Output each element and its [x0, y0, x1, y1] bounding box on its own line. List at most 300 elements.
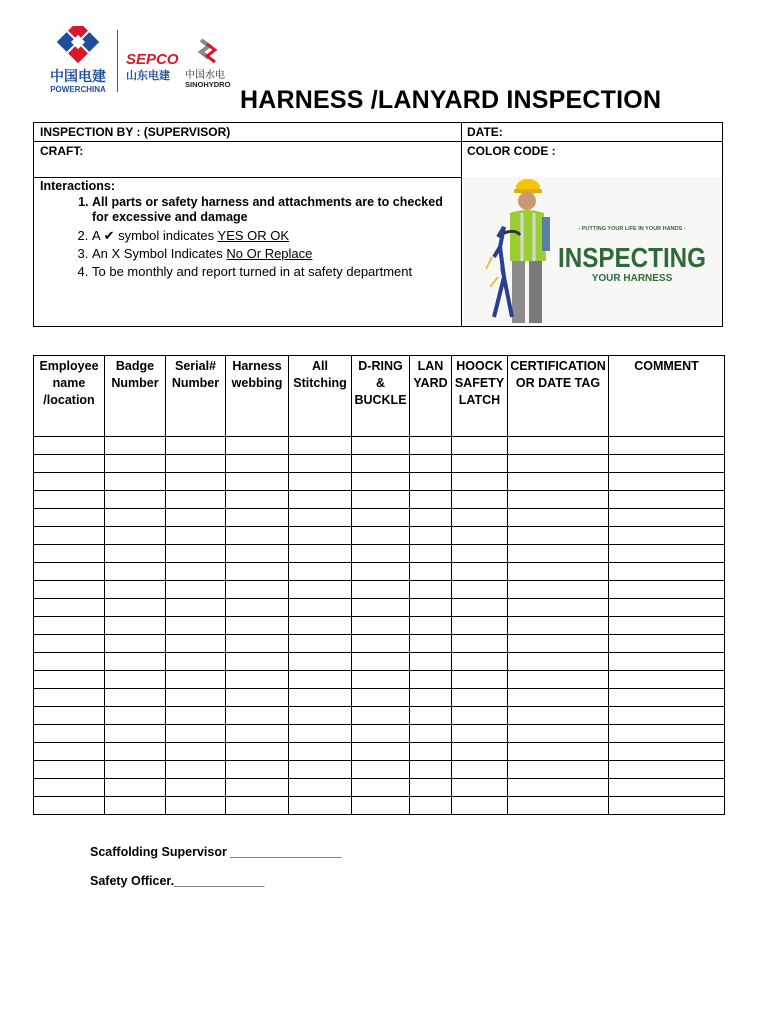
table-cell-serial-number[interactable] [166, 671, 226, 689]
table-cell-badge-number[interactable] [105, 473, 166, 491]
table-row [34, 707, 725, 725]
table-row [34, 761, 725, 779]
instruction-item [92, 228, 455, 243]
table-cell-comment[interactable] [609, 779, 725, 797]
table-cell-all-stitching[interactable] [289, 599, 352, 617]
table-cell-employee-name[interactable] [34, 509, 105, 527]
table-cell-hook-safety-latch[interactable] [452, 689, 508, 707]
logo-divider [117, 30, 118, 92]
table-cell-comment[interactable] [609, 635, 725, 653]
table-cell-hook-safety-latch[interactable] [452, 563, 508, 581]
table-cell-certification-date-tag[interactable] [508, 761, 609, 779]
table-cell-badge-number[interactable] [105, 437, 166, 455]
table-cell-hook-safety-latch[interactable] [452, 653, 508, 671]
table-cell-badge-number[interactable] [105, 707, 166, 725]
table-cell-lanyard[interactable] [410, 653, 452, 671]
table-cell-d-ring-buckle[interactable] [352, 491, 410, 509]
table-cell-all-stitching[interactable] [289, 743, 352, 761]
table-cell-all-stitching[interactable] [289, 653, 352, 671]
instruction-text: To be monthly and report turned in at safety department [92, 264, 413, 279]
table-cell-d-ring-buckle[interactable] [352, 617, 410, 635]
table-row [34, 527, 725, 545]
table-cell-harness-webbing[interactable] [226, 563, 289, 581]
table-cell-serial-number[interactable] [166, 797, 226, 815]
table-cell-harness-webbing[interactable] [226, 743, 289, 761]
table-cell-d-ring-buckle[interactable] [352, 797, 410, 815]
table-cell-d-ring-buckle[interactable] [352, 473, 410, 491]
table-cell-hook-safety-latch[interactable] [452, 455, 508, 473]
table-cell-all-stitching[interactable] [289, 671, 352, 689]
table-row [34, 797, 725, 815]
table-cell-certification-date-tag[interactable] [508, 635, 609, 653]
instruction-item [92, 264, 455, 279]
table-cell-harness-webbing[interactable] [226, 707, 289, 725]
table-cell-employee-name[interactable] [34, 545, 105, 563]
table-cell-lanyard[interactable] [410, 689, 452, 707]
table-cell-comment[interactable] [609, 455, 725, 473]
table-cell-d-ring-buckle[interactable] [352, 689, 410, 707]
column-header-text: OR DATE TAG [515, 376, 601, 390]
table-cell-hook-safety-latch[interactable] [452, 779, 508, 797]
column-header-text: D-RING [358, 359, 403, 373]
craft-label: CRAFT: [40, 144, 84, 158]
table-cell-employee-name[interactable] [34, 689, 105, 707]
table-cell-all-stitching[interactable] [289, 581, 352, 599]
table-cell-all-stitching[interactable] [289, 491, 352, 509]
table-cell-harness-webbing[interactable] [226, 491, 289, 509]
table-cell-badge-number[interactable] [105, 671, 166, 689]
column-header-text: HOOCK [456, 359, 503, 373]
table-cell-d-ring-buckle[interactable] [352, 563, 410, 581]
table-cell-hook-safety-latch[interactable] [452, 707, 508, 725]
instructions-block [40, 179, 455, 282]
table-cell-certification-date-tag[interactable] [508, 779, 609, 797]
table-cell-lanyard[interactable] [410, 797, 452, 815]
table-row [34, 491, 725, 509]
table-cell-comment[interactable] [609, 617, 725, 635]
table-cell-employee-name[interactable] [34, 635, 105, 653]
table-cell-lanyard[interactable] [410, 563, 452, 581]
table-row [34, 581, 725, 599]
table-cell-certification-date-tag[interactable] [508, 689, 609, 707]
instruction-text: A ✔ symbol indicates [92, 228, 218, 243]
table-cell-hook-safety-latch[interactable] [452, 599, 508, 617]
table-cell-hook-safety-latch[interactable] [452, 635, 508, 653]
table-cell-serial-number[interactable] [166, 581, 226, 599]
table-cell-badge-number[interactable] [105, 545, 166, 563]
table-cell-all-stitching[interactable] [289, 437, 352, 455]
column-header-text: /location [43, 393, 95, 407]
column-header-text: All [312, 359, 328, 373]
table-row [34, 563, 725, 581]
table-cell-badge-number[interactable] [105, 491, 166, 509]
table-cell-serial-number[interactable] [166, 725, 226, 743]
table-cell-comment[interactable] [609, 527, 725, 545]
column-header-certification-date-tag [508, 356, 609, 437]
table-cell-hook-safety-latch[interactable] [452, 437, 508, 455]
form-divider [34, 177, 462, 178]
column-header-hook-safety-latch [452, 356, 508, 437]
column-header-text: COMMENT [634, 359, 699, 373]
table-cell-badge-number[interactable] [105, 617, 166, 635]
table-cell-lanyard[interactable] [410, 617, 452, 635]
table-cell-employee-name[interactable] [34, 653, 105, 671]
table-cell-serial-number[interactable] [166, 527, 226, 545]
table-cell-d-ring-buckle[interactable] [352, 653, 410, 671]
table-cell-serial-number[interactable] [166, 599, 226, 617]
table-cell-certification-date-tag[interactable] [508, 599, 609, 617]
column-header-text: Harness [232, 359, 282, 373]
table-cell-serial-number[interactable] [166, 743, 226, 761]
table-cell-harness-webbing[interactable] [226, 671, 289, 689]
column-header-text: BUCKLE [354, 393, 407, 407]
table-row [34, 545, 725, 563]
table-cell-hook-safety-latch[interactable] [452, 725, 508, 743]
table-cell-comment[interactable] [609, 563, 725, 581]
table-cell-serial-number[interactable] [166, 761, 226, 779]
table-cell-employee-name[interactable] [34, 473, 105, 491]
table-cell-certification-date-tag[interactable] [508, 545, 609, 563]
table-cell-d-ring-buckle[interactable] [352, 545, 410, 563]
table-cell-harness-webbing[interactable] [226, 653, 289, 671]
sepco-logo [125, 48, 183, 88]
table-cell-employee-name[interactable] [34, 779, 105, 797]
table-row [34, 437, 725, 455]
table-cell-certification-date-tag[interactable] [508, 743, 609, 761]
table-cell-comment[interactable] [609, 797, 725, 815]
powerchina-cn-text: 中国电建 [50, 69, 106, 85]
scaffolding-supervisor-signature: Scaffolding Supervisor ________________ [90, 845, 342, 859]
column-header-text: Badge [115, 359, 155, 373]
table-row [34, 509, 725, 527]
table-cell-lanyard[interactable] [410, 473, 452, 491]
table-row [34, 653, 725, 671]
table-cell-employee-name[interactable] [34, 797, 105, 815]
column-header-text: Serial# [174, 359, 216, 373]
column-header-text: CERTIFICATION [510, 359, 606, 373]
table-cell-harness-webbing[interactable] [226, 725, 289, 743]
table-cell-all-stitching[interactable] [289, 527, 352, 545]
column-header-text: Stitching [293, 376, 347, 390]
table-cell-employee-name[interactable] [34, 743, 105, 761]
table-cell-comment[interactable] [609, 599, 725, 617]
table-cell-certification-date-tag[interactable] [508, 563, 609, 581]
table-cell-badge-number[interactable] [105, 761, 166, 779]
table-cell-all-stitching[interactable] [289, 779, 352, 797]
table-cell-badge-number[interactable] [105, 599, 166, 617]
table-cell-certification-date-tag[interactable] [508, 527, 609, 545]
table-cell-lanyard[interactable] [410, 707, 452, 725]
table-row [34, 617, 725, 635]
table-cell-lanyard[interactable] [410, 527, 452, 545]
table-cell-hook-safety-latch[interactable] [452, 527, 508, 545]
table-cell-all-stitching[interactable] [289, 617, 352, 635]
banner-tagline: - PUTTING YOUR LIFE IN YOUR HANDS - [578, 226, 686, 232]
table-cell-employee-name[interactable] [34, 491, 105, 509]
table-cell-hook-safety-latch[interactable] [452, 509, 508, 527]
table-cell-badge-number[interactable] [105, 635, 166, 653]
safety-officer-signature: Safety Officer._____________ [90, 874, 265, 888]
table-cell-certification-date-tag[interactable] [508, 707, 609, 725]
table-cell-comment[interactable] [609, 689, 725, 707]
harness-worker-illustration [464, 177, 722, 325]
table-cell-hook-safety-latch[interactable] [452, 491, 508, 509]
sinohydro-cn-text: 中国水电 [185, 70, 225, 81]
instruction-text: An X Symbol Indicates [92, 246, 227, 261]
table-row [34, 671, 725, 689]
table-cell-lanyard[interactable] [410, 491, 452, 509]
table-cell-lanyard[interactable] [410, 455, 452, 473]
table-cell-comment[interactable] [609, 653, 725, 671]
table-cell-comment[interactable] [609, 437, 725, 455]
table-cell-employee-name[interactable] [34, 761, 105, 779]
table-cell-serial-number[interactable] [166, 689, 226, 707]
table-header-row [34, 356, 725, 437]
inspection-form-header [33, 122, 723, 327]
table-cell-certification-date-tag[interactable] [508, 473, 609, 491]
table-cell-all-stitching[interactable] [289, 455, 352, 473]
table-cell-hook-safety-latch[interactable] [452, 743, 508, 761]
table-cell-badge-number[interactable] [105, 797, 166, 815]
table-cell-comment[interactable] [609, 545, 725, 563]
table-cell-badge-number[interactable] [105, 581, 166, 599]
table-cell-badge-number[interactable] [105, 527, 166, 545]
table-cell-hook-safety-latch[interactable] [452, 797, 508, 815]
table-cell-hook-safety-latch[interactable] [452, 671, 508, 689]
table-cell-serial-number[interactable] [166, 707, 226, 725]
instruction-emphasis: No Or Replace [226, 246, 313, 261]
table-cell-serial-number[interactable] [166, 473, 226, 491]
table-cell-badge-number[interactable] [105, 455, 166, 473]
table-cell-employee-name[interactable] [34, 707, 105, 725]
table-cell-certification-date-tag[interactable] [508, 509, 609, 527]
table-cell-badge-number[interactable] [105, 689, 166, 707]
table-cell-all-stitching[interactable] [289, 761, 352, 779]
column-header-all-stitching [289, 356, 352, 437]
table-cell-employee-name[interactable] [34, 527, 105, 545]
table-cell-lanyard[interactable] [410, 761, 452, 779]
table-cell-employee-name[interactable] [34, 725, 105, 743]
table-cell-d-ring-buckle[interactable] [352, 707, 410, 725]
sepco-text: SEPCO [126, 51, 179, 68]
table-cell-hook-safety-latch[interactable] [452, 581, 508, 599]
instructions-heading: Interactions: [40, 179, 116, 193]
column-header-employee-name [34, 356, 105, 437]
table-cell-employee-name[interactable] [34, 581, 105, 599]
table-cell-serial-number[interactable] [166, 779, 226, 797]
table-cell-all-stitching[interactable] [289, 689, 352, 707]
table-cell-d-ring-buckle[interactable] [352, 671, 410, 689]
table-cell-lanyard[interactable] [410, 743, 452, 761]
table-cell-employee-name[interactable] [34, 599, 105, 617]
table-cell-harness-webbing[interactable] [226, 761, 289, 779]
column-header-text: webbing [231, 376, 283, 390]
table-cell-d-ring-buckle[interactable] [352, 437, 410, 455]
color-code-label: COLOR CODE : [467, 144, 556, 158]
inspection-by-label: INSPECTION BY : (SUPERVISOR) [40, 125, 231, 139]
table-cell-serial-number[interactable] [166, 617, 226, 635]
table-cell-harness-webbing[interactable] [226, 689, 289, 707]
table-cell-comment[interactable] [609, 509, 725, 527]
table-cell-hook-safety-latch[interactable] [452, 545, 508, 563]
table-cell-d-ring-buckle[interactable] [352, 635, 410, 653]
table-cell-harness-webbing[interactable] [226, 617, 289, 635]
table-cell-all-stitching[interactable] [289, 563, 352, 581]
table-cell-lanyard[interactable] [410, 545, 452, 563]
table-cell-employee-name[interactable] [34, 563, 105, 581]
harness-inspection-table [33, 355, 725, 815]
instruction-item [92, 195, 455, 225]
sepco-cn-text: 山东电建 [126, 69, 170, 82]
table-cell-harness-webbing[interactable] [226, 527, 289, 545]
table-cell-hook-safety-latch[interactable] [452, 617, 508, 635]
table-cell-comment[interactable] [609, 743, 725, 761]
table-cell-badge-number[interactable] [105, 743, 166, 761]
table-cell-certification-date-tag[interactable] [508, 617, 609, 635]
table-cell-d-ring-buckle[interactable] [352, 527, 410, 545]
table-cell-serial-number[interactable] [166, 653, 226, 671]
column-header-text: name [52, 376, 86, 390]
table-cell-harness-webbing[interactable] [226, 455, 289, 473]
table-cell-all-stitching[interactable] [289, 797, 352, 815]
column-header-text: LATCH [458, 393, 501, 407]
table-cell-comment[interactable] [609, 473, 725, 491]
table-cell-certification-date-tag[interactable] [508, 653, 609, 671]
table-cell-all-stitching[interactable] [289, 545, 352, 563]
table-cell-serial-number[interactable] [166, 437, 226, 455]
table-cell-hook-safety-latch[interactable] [452, 473, 508, 491]
sinohydro-en-text: SINOHYDRO [185, 80, 231, 89]
table-cell-lanyard[interactable] [410, 509, 452, 527]
table-cell-all-stitching[interactable] [289, 509, 352, 527]
column-header-text: Number [171, 376, 220, 390]
date-label: DATE: [467, 125, 503, 139]
table-cell-serial-number[interactable] [166, 491, 226, 509]
table-cell-comment[interactable] [609, 725, 725, 743]
table-cell-badge-number[interactable] [105, 509, 166, 527]
table-cell-harness-webbing[interactable] [226, 779, 289, 797]
table-cell-certification-date-tag[interactable] [508, 437, 609, 455]
table-cell-d-ring-buckle[interactable] [352, 779, 410, 797]
form-divider [461, 123, 462, 326]
table-cell-badge-number[interactable] [105, 563, 166, 581]
table-cell-harness-webbing[interactable] [226, 437, 289, 455]
column-header-badge-number [105, 356, 166, 437]
table-row [34, 779, 725, 797]
banner-headline: INSPECTING [558, 242, 706, 273]
column-header-d-ring-buckle [352, 356, 410, 437]
table-row [34, 725, 725, 743]
table-cell-badge-number[interactable] [105, 725, 166, 743]
column-header-text: LAN [417, 359, 444, 373]
table-cell-d-ring-buckle[interactable] [352, 509, 410, 527]
instruction-item [92, 246, 455, 261]
table-cell-harness-webbing[interactable] [226, 509, 289, 527]
table-row [34, 743, 725, 761]
sinohydro-logo [183, 36, 233, 90]
table-cell-d-ring-buckle[interactable] [352, 725, 410, 743]
table-cell-serial-number[interactable] [166, 509, 226, 527]
table-cell-d-ring-buckle[interactable] [352, 455, 410, 473]
table-cell-employee-name[interactable] [34, 455, 105, 473]
table-row [34, 635, 725, 653]
table-cell-certification-date-tag[interactable] [508, 725, 609, 743]
table-cell-d-ring-buckle[interactable] [352, 743, 410, 761]
table-cell-d-ring-buckle[interactable] [352, 761, 410, 779]
column-header-text: SAFETY [454, 376, 505, 390]
instruction-emphasis: YES OR OK [217, 228, 290, 243]
table-cell-all-stitching[interactable] [289, 707, 352, 725]
table-cell-all-stitching[interactable] [289, 725, 352, 743]
table-cell-hook-safety-latch[interactable] [452, 761, 508, 779]
table-cell-all-stitching[interactable] [289, 473, 352, 491]
column-header-text: Number [111, 376, 159, 390]
table-cell-comment[interactable] [609, 671, 725, 689]
table-cell-certification-date-tag[interactable] [508, 581, 609, 599]
column-header-lanyard [410, 356, 452, 437]
inspecting-harness-banner [464, 177, 722, 325]
column-header-text: & [375, 376, 386, 390]
table-cell-harness-webbing[interactable] [226, 599, 289, 617]
form-divider [34, 141, 722, 142]
table-cell-d-ring-buckle[interactable] [352, 581, 410, 599]
instruction-text: All parts or safety harness and attachments are to checked for excessive and damage [92, 195, 443, 224]
table-cell-lanyard[interactable] [410, 725, 452, 743]
table-cell-lanyard[interactable] [410, 437, 452, 455]
table-cell-employee-name[interactable] [34, 437, 105, 455]
table-cell-comment[interactable] [609, 491, 725, 509]
table-cell-certification-date-tag[interactable] [508, 797, 609, 815]
table-cell-harness-webbing[interactable] [226, 635, 289, 653]
table-cell-lanyard[interactable] [410, 599, 452, 617]
table-cell-serial-number[interactable] [166, 563, 226, 581]
table-cell-serial-number[interactable] [166, 635, 226, 653]
table-cell-badge-number[interactable] [105, 779, 166, 797]
column-header-text: YARD [413, 376, 448, 390]
table-cell-comment[interactable] [609, 707, 725, 725]
table-row [34, 689, 725, 707]
table-cell-lanyard[interactable] [410, 581, 452, 599]
table-cell-serial-number[interactable] [166, 545, 226, 563]
table-cell-badge-number[interactable] [105, 653, 166, 671]
table-cell-employee-name[interactable] [34, 617, 105, 635]
column-header-serial-number [166, 356, 226, 437]
table-cell-certification-date-tag[interactable] [508, 491, 609, 509]
column-header-text: Employee [39, 359, 99, 373]
table-cell-all-stitching[interactable] [289, 635, 352, 653]
table-row [34, 599, 725, 617]
table-cell-serial-number[interactable] [166, 455, 226, 473]
table-cell-lanyard[interactable] [410, 779, 452, 797]
table-row [34, 473, 725, 491]
banner-subline: YOUR HARNESS [591, 273, 673, 284]
table-cell-comment[interactable] [609, 581, 725, 599]
table-cell-certification-date-tag[interactable] [508, 455, 609, 473]
table-cell-d-ring-buckle[interactable] [352, 599, 410, 617]
table-cell-lanyard[interactable] [410, 635, 452, 653]
table-cell-harness-webbing[interactable] [226, 581, 289, 599]
table-cell-harness-webbing[interactable] [226, 473, 289, 491]
table-cell-lanyard[interactable] [410, 671, 452, 689]
table-cell-comment[interactable] [609, 761, 725, 779]
table-cell-harness-webbing[interactable] [226, 797, 289, 815]
page-title: HARNESS /LANYARD INSPECTION [240, 86, 662, 114]
table-cell-employee-name[interactable] [34, 671, 105, 689]
column-header-comment [609, 356, 725, 437]
table-row [34, 455, 725, 473]
table-cell-certification-date-tag[interactable] [508, 671, 609, 689]
table-cell-harness-webbing[interactable] [226, 545, 289, 563]
